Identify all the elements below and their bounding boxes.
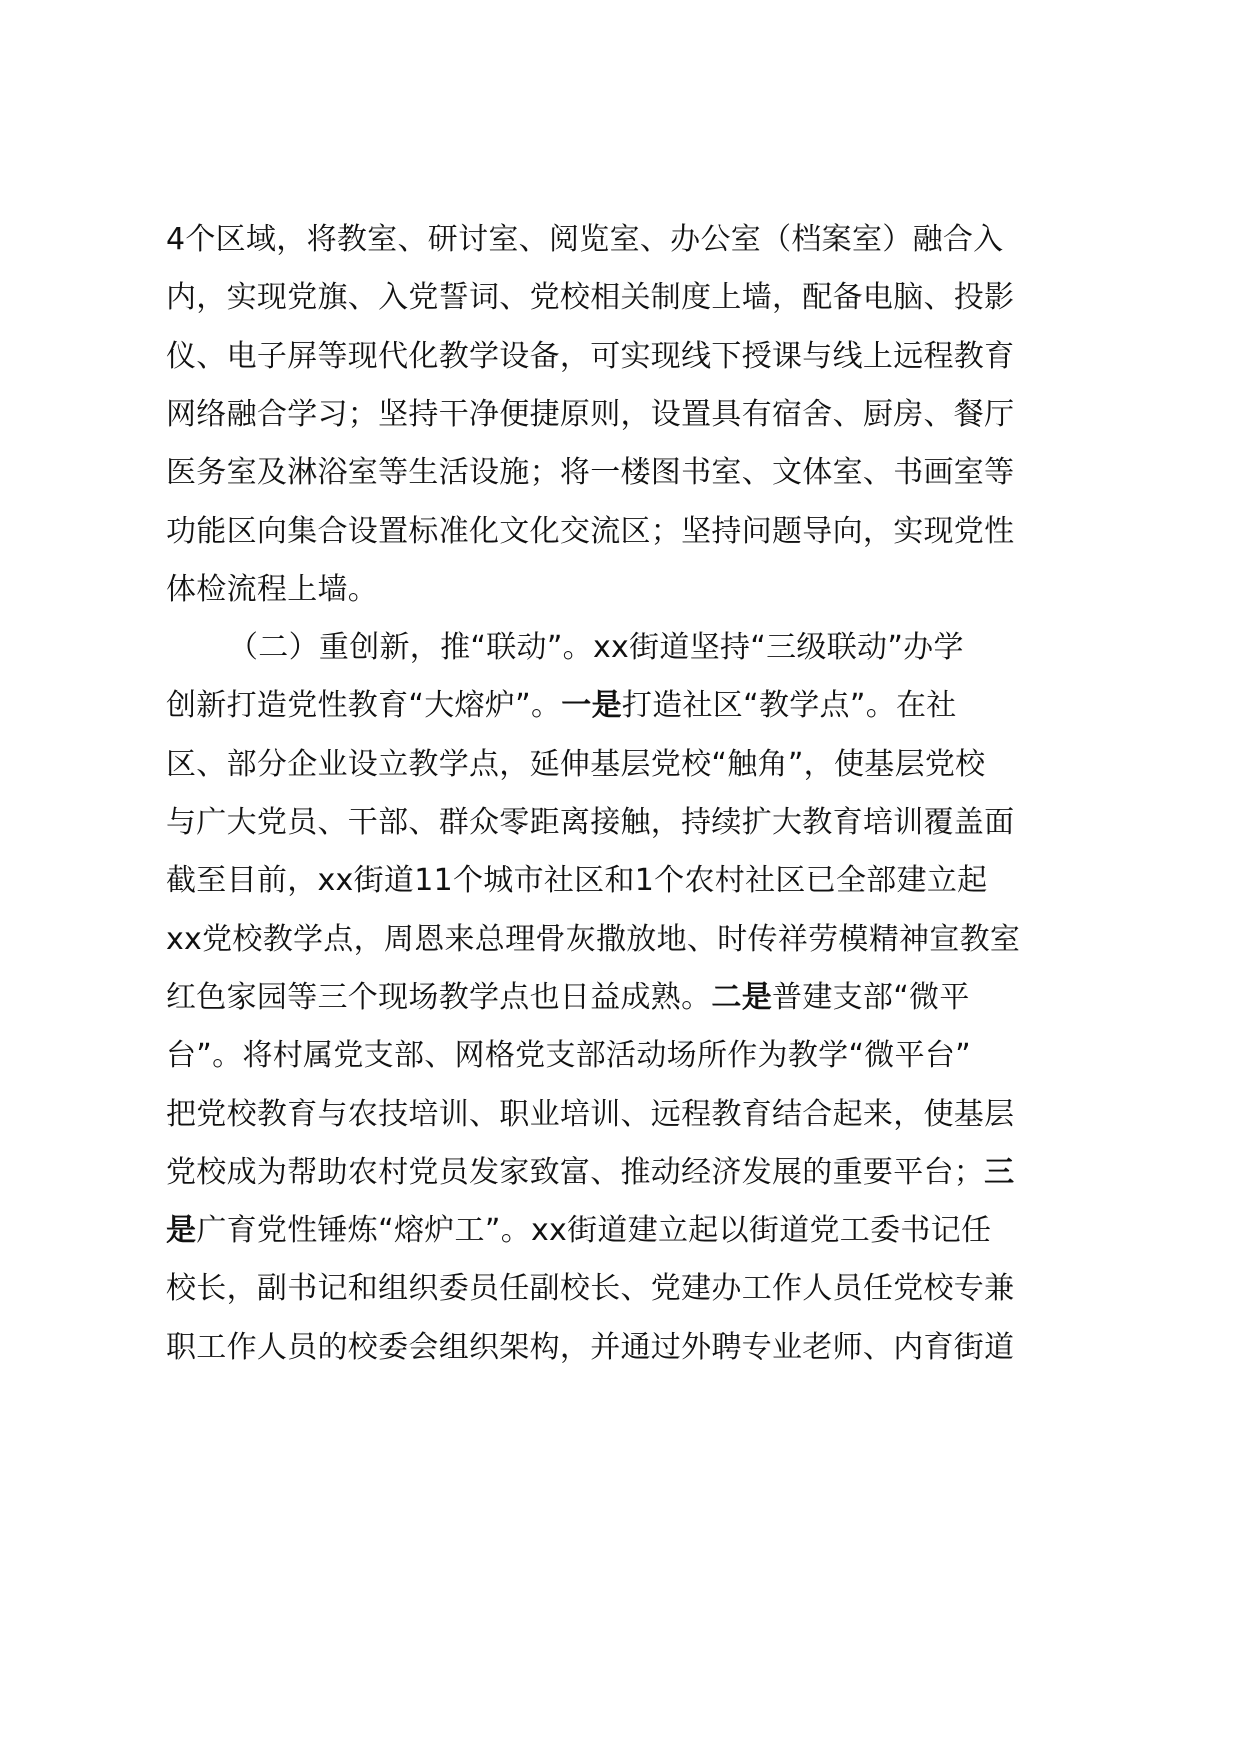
text-line <box>166 1211 991 1251</box>
text-line <box>166 337 1014 377</box>
text-segment: 红色家园等三个现场教学点也日益成熟。 <box>166 980 712 1015</box>
text-segment: 把党校教育与农技培训、职业培训、远程教育结合起来，使基层 <box>166 1097 1015 1132</box>
text-line <box>166 220 1004 260</box>
bold-marker: 三 <box>984 1155 1015 1190</box>
text-segment: 广育党性锤炼“熔炉工”。xx街道建立起以街道党工委书记任 <box>196 1213 992 1248</box>
text-line <box>166 861 987 901</box>
text-segment: 功能区向集合设置标准化文化交流区；坚持问题导向，实现党性 <box>166 514 1015 549</box>
text-segment: 区、部分企业设立教学点，延伸基层党校“触角”，使基层党校 <box>166 747 986 782</box>
text-segment: 台”。将村属党支部、网格党支部活动场所作为教学“微平台” <box>166 1038 972 1073</box>
text-segment: 校长，副书记和组织委员任副校长、党建办工作人员任党校专兼 <box>166 1271 1015 1306</box>
text-segment: 党校成为帮助农村党员发家致富、推动经济发展的重要平台； <box>166 1155 985 1190</box>
bold-marker: 一是 <box>561 688 622 723</box>
text-line <box>166 1153 1014 1193</box>
text-line <box>166 1095 1014 1135</box>
text-segment: xx党校教学点，周恩来总理骨灰撒放地、时传祥劳模精神宣教室 <box>166 922 1021 957</box>
text-line <box>166 978 970 1018</box>
text-segment: 网络融合学习；坚持干净便捷原则，设置具有宿舍、厨房、餐厅 <box>166 397 1015 432</box>
bold-marker: 二是 <box>711 980 773 1015</box>
text-line <box>166 278 1014 318</box>
text-line <box>166 686 957 726</box>
text-segment: 内，实现党旗、入党誓词、党校相关制度上墙，配备电脑、投影 <box>166 280 1015 315</box>
text-line <box>228 628 964 668</box>
text-segment: 医务室及淋浴室等生活设施；将一楼图书室、文体室、书画室等 <box>166 455 1015 490</box>
text-line <box>166 745 985 785</box>
text-line <box>166 395 1014 435</box>
text-segment: 职工作人员的校委会组织架构，并通过外聘专业老师、内育街道 <box>166 1330 1015 1365</box>
text-line <box>166 1328 1014 1368</box>
text-line <box>166 803 1014 843</box>
text-line <box>166 453 1014 493</box>
text-segment: 创新打造党性教育“大熔炉”。 <box>166 688 562 723</box>
text-line <box>166 1036 971 1076</box>
text-line <box>166 570 378 610</box>
text-segment: 与广大党员、干部、群众零距离接触，持续扩大教育培训覆盖面 <box>166 805 1015 840</box>
text-line <box>166 920 1020 960</box>
text-segment: （二）重创新，推“联动”。xx街道坚持“三级联动”办学 <box>228 630 964 665</box>
text-line <box>166 512 1014 552</box>
text-segment: 4个区域，将教室、研讨室、阅览室、办公室（档案室）融合入 <box>166 222 1004 257</box>
text-segment: 仪、电子屏等现代化教学设备，可实现线下授课与线上远程教育 <box>166 339 1015 374</box>
text-segment: 普建支部“微平 <box>772 980 970 1015</box>
text-segment: 体检流程上墙。 <box>166 572 379 607</box>
text-line <box>166 1269 1014 1309</box>
text-segment: 打造社区“教学点”。在社 <box>621 688 957 723</box>
text-segment: 截至目前，xx街道11个城市社区和1个农村社区已全部建立起 <box>166 863 988 898</box>
bold-marker: 是 <box>166 1213 197 1248</box>
